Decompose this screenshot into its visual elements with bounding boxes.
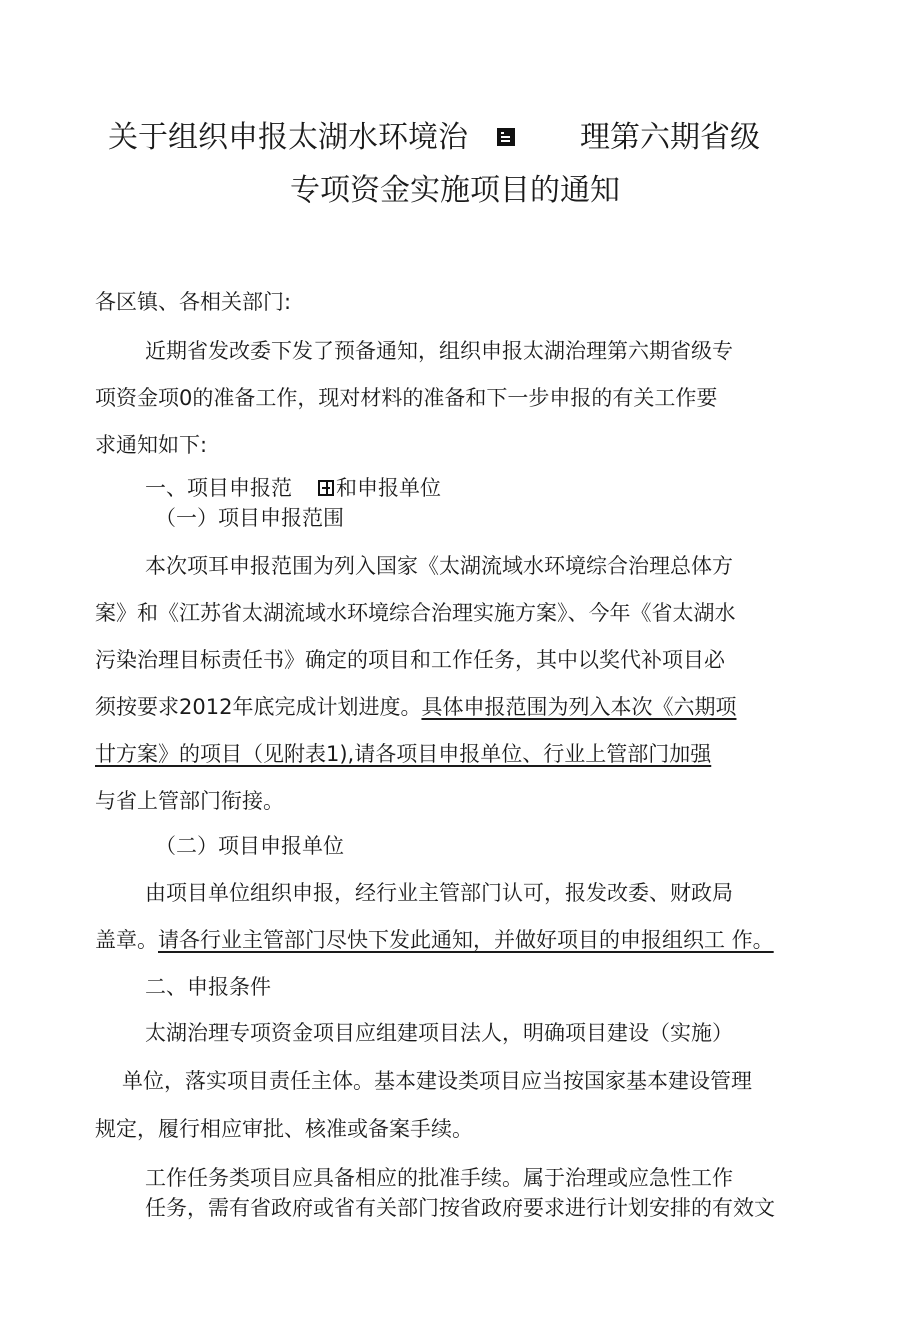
document-title-line-1 xyxy=(108,120,468,156)
sub1-line-4-underlined: 具体申报范围为列入本次《六期项 xyxy=(421,695,737,719)
sub2-line-2 xyxy=(95,927,774,953)
sub1-line-5: 廿方案》的项目（见附表1),请各项目申报单位、行业上管部门加强 xyxy=(95,742,712,766)
intro-line-1: 近期省发改委下发了预备通知，组织申报太湖治理第六期省级专 xyxy=(145,339,733,363)
intro-line-2: 项资金项0的准备工作，现对材料的准备和下一步申报的有关工作要 xyxy=(95,386,718,410)
subsection-1-heading: （一）项目申报范围 xyxy=(155,506,344,530)
sub1-line-4 xyxy=(95,694,736,720)
sub2-line-2-plain: 盖章。 xyxy=(95,928,158,952)
section2-para2-line-1: 工作任务类项目应具备相应的批准手续。属于治理或应急性工作 xyxy=(145,1166,733,1190)
sub1-line-4-plain: 须按要求2012年底完成计划进度。 xyxy=(95,695,422,719)
document-title-line-2: 专项资金实施项目的通知 xyxy=(290,173,620,208)
salutation: 各区镇、各相关部门: xyxy=(95,290,292,314)
sub1-line-3: 污染治理目标责任书》确定的项目和工作任务，其中以奖代补项目必 xyxy=(95,648,725,672)
section2-line-3: 规定，履行相应审批、核准或备案手续。 xyxy=(95,1117,473,1141)
sub1-line-1: 本次项耳申报范围为列入国家《太湖流域水环境综合治理总体方 xyxy=(145,554,733,578)
section-2-heading: 二、申报条件 xyxy=(145,975,271,999)
document-title-line-1-right: 理第六期省级 xyxy=(580,120,760,155)
section2-para2-line-2: 任务，需有省政府或省有关部门按省政府要求进行计划安排的有效文 xyxy=(145,1196,775,1220)
subsection-2-heading: （二）项目申报单位 xyxy=(155,834,344,858)
sub2-line-1: 由项目单位组织申报，经行业主管部门认可，报发改委、财政局 xyxy=(145,881,733,905)
section2-line-2: 单位，落实项目责任主体。基本建设类项目应当按国家基本建设管理 xyxy=(122,1069,752,1093)
sub1-line-6: 与省上管部门衔接。 xyxy=(95,789,284,813)
section-1-heading-right: 和申报单位 xyxy=(336,476,441,500)
character-mark-icon xyxy=(318,480,334,496)
section-1-heading-left: 一、项目申报范 xyxy=(145,476,292,500)
title-part-left: 关于组织申报太湖水环境治 xyxy=(108,120,468,155)
document-mark-icon xyxy=(497,128,515,146)
sub1-line-2: 案》和《江苏省太湖流域水环境综合治理实施方案》、今年《省太湖水 xyxy=(95,601,736,625)
intro-line-3: 求通知如下: xyxy=(95,433,208,457)
sub2-line-2-underlined: 请各行业主管部门尽快下发此通知，并做好项目的申报组织工 作。 xyxy=(158,928,774,952)
section2-line-1: 太湖治理专项资金项目应组建项目法人，明确项目建设（实施） xyxy=(145,1021,733,1045)
